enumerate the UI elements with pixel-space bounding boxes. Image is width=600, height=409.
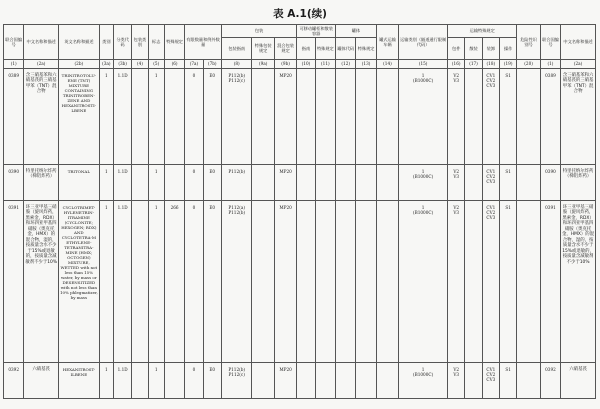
list-value: V2 — [453, 72, 460, 78]
list-value: CV2 — [486, 209, 496, 215]
list-value: P112(b) — [228, 366, 246, 372]
header-transport-special: 运输特殊规定 — [448, 25, 517, 38]
column-ref: (12) — [336, 59, 356, 68]
packing-group — [132, 164, 148, 200]
header-limited-excepted: 有限数量和例外数量 — [185, 25, 222, 60]
table-row — [4, 362, 596, 398]
ts-bulk — [465, 68, 482, 164]
ts-loading — [482, 68, 499, 164]
cn-name: 六硝基芪 — [24, 362, 59, 398]
labels: 1 — [148, 200, 164, 362]
table-body — [4, 68, 596, 398]
excepted-qty: E0 — [203, 200, 221, 362]
list-value: CV1 — [486, 72, 496, 78]
hazard-id — [517, 68, 540, 164]
mixed-packing: MP20 — [274, 68, 296, 164]
list-value: CV3 — [486, 179, 496, 185]
packing-instructions — [221, 68, 252, 164]
list-value: CV1 — [486, 366, 496, 372]
header-portable-tanks: 可移动罐柜和散装容器 — [297, 25, 336, 38]
header-class-code: 分类代码 — [113, 25, 131, 60]
un-no: 0392 — [4, 362, 24, 398]
table-title: 表 A.1(续) — [273, 8, 327, 20]
header-un-no-2: 联合国编号 — [540, 25, 560, 60]
list-value: P112(b) — [228, 72, 246, 78]
column-ref: (3a) — [99, 59, 113, 68]
ts-bulk — [465, 164, 482, 200]
class: 1 — [99, 200, 113, 362]
header-labels: 标志 — [148, 25, 164, 60]
special-provisions — [164, 164, 184, 200]
table-row — [4, 200, 596, 362]
list-value: CV3 — [486, 377, 496, 383]
vehicle-tank — [376, 164, 398, 200]
column-ref: (19) — [500, 59, 517, 68]
cn-name: 含三硝基苯和六硝基芪的三硝基甲苯（TNT）混合物 — [24, 68, 59, 164]
class: 1 — [99, 164, 113, 200]
packing-group — [132, 68, 148, 164]
column-ref: (16) — [448, 59, 465, 68]
header-pt-special: 特殊规定 — [315, 37, 335, 59]
pt-special — [315, 362, 335, 398]
pt-special — [315, 164, 335, 200]
packing-instructions — [221, 200, 252, 362]
header-transport-category: 运输类别（隧道通行限制代码） — [399, 25, 448, 60]
hazard-id — [517, 362, 540, 398]
hazard-id — [517, 200, 540, 362]
un-no-2: 0389 — [540, 68, 560, 164]
column-ref: (11) — [315, 59, 335, 68]
un-no: 0389 — [4, 68, 24, 164]
pt-instructions — [297, 164, 315, 200]
en-name: HEXANITROST-ILBENE — [58, 362, 99, 398]
list-value: P112(a) — [228, 204, 245, 210]
header-vehicle-tanks: 罐式运输车辆 — [376, 25, 398, 60]
ts-package — [448, 164, 465, 200]
list-value: CV3 — [486, 215, 496, 221]
list-value: CV2 — [486, 371, 496, 377]
list-value: V2 — [453, 168, 460, 174]
ts-package — [448, 68, 465, 164]
transport-category: 1 (B1000C) — [399, 200, 448, 362]
column-ref: (3b) — [113, 59, 131, 68]
ts-operation: S1 — [500, 68, 517, 164]
packing-group — [132, 200, 148, 362]
column-ref: (9b) — [274, 59, 296, 68]
header-packing-group: 包装类别 — [132, 25, 148, 60]
header-un-no: 联合国编号 — [4, 25, 24, 60]
header-cn-name-2: 中文名称和描述 — [561, 25, 596, 60]
class: 1 — [99, 362, 113, 398]
transport-category: 1 (B1000C) — [399, 164, 448, 200]
list-value: P112(c) — [228, 371, 245, 377]
transport-category: 1 (B1000C) — [399, 68, 448, 164]
ts-bulk — [465, 362, 482, 398]
header-tank-code: 罐体代码 — [336, 37, 356, 59]
column-ref: (1) — [4, 59, 24, 68]
column-ref: (10) — [297, 59, 315, 68]
un-no-2: 0392 — [540, 362, 560, 398]
en-name: TRINITROTOLU-ENE (TNT) MIXTURE CONTAINING TRINITROBEN-ZENE AND HEXANITROSTI-LBENE — [58, 68, 99, 164]
ts-loading — [482, 362, 499, 398]
class-code: 1.1D — [113, 200, 131, 362]
special-packing — [252, 362, 274, 398]
header-tanks: 罐体 — [336, 25, 377, 38]
column-ref: (8) — [221, 59, 252, 68]
en-name: TRITONAL — [58, 164, 99, 200]
excepted-qty: E0 — [203, 362, 221, 398]
header-class: 类别 — [99, 25, 113, 60]
mixed-packing: MP20 — [274, 362, 296, 398]
list-value: V2 — [453, 204, 460, 210]
special-provisions — [164, 362, 184, 398]
header-tank-special: 特殊规定 — [356, 37, 376, 59]
tank-code — [336, 362, 356, 398]
list-value: P112(b) — [228, 168, 246, 174]
cn-name: 特里托纳尔炸药（梯铝炸药） — [24, 164, 59, 200]
cn-name: 环三亚甲基三硝胺（旋风炸药，黑索金，RDX）和环四亚甲基四硝胺（奥克托金，HMX）的混合物，湿的，按质量含水不少于15%或退敏的，按质量含减敏剂不少于10% — [24, 200, 59, 362]
un-no: 0391 — [4, 200, 24, 362]
cn-name-2: 环三亚甲基三硝胺（旋风炸药，黑索金，RDX）和环四亚甲基四硝胺（奥克托金，HMX）的混合物，湿的，按质量含水不少于15%或退敏的，按质量含减敏剂不少于10% — [561, 200, 596, 362]
tank-code — [336, 200, 356, 362]
limited-qty: 0 — [185, 200, 203, 362]
header-cn-name: 中文名称和描述 — [24, 25, 59, 60]
header-en-name: 英文名称和描述 — [58, 25, 99, 60]
special-packing — [252, 164, 274, 200]
list-value: V3 — [453, 77, 460, 83]
pt-special — [315, 68, 335, 164]
vehicle-tank — [376, 362, 398, 398]
class-code: 1.1D — [113, 164, 131, 200]
ts-loading — [482, 164, 499, 200]
list-value: P112(b) — [228, 209, 246, 215]
packing-instructions — [221, 164, 252, 200]
pt-instructions — [297, 68, 315, 164]
ts-package — [448, 362, 465, 398]
list-value: CV3 — [486, 83, 496, 89]
class-code: 1.1D — [113, 362, 131, 398]
special-provisions — [164, 68, 184, 164]
un-no-2: 0390 — [540, 164, 560, 200]
tank-special — [356, 362, 376, 398]
packing-instructions — [221, 362, 252, 398]
ts-operation: S1 — [500, 164, 517, 200]
header-ts-bulk: 散装 — [465, 37, 482, 59]
ts-package — [448, 200, 465, 362]
column-ref: (4) — [132, 59, 148, 68]
limited-qty: 0 — [185, 164, 203, 200]
list-value: CV2 — [486, 173, 496, 179]
column-ref: (17) — [465, 59, 482, 68]
header-special-provisions: 特殊规定 — [164, 25, 184, 60]
class: 1 — [99, 68, 113, 164]
hazard-id — [517, 164, 540, 200]
list-value: CV1 — [486, 168, 496, 174]
header-mixed-packing: 混合包装规定 — [274, 37, 296, 59]
column-ref: (14) — [376, 59, 398, 68]
special-packing — [252, 68, 274, 164]
column-ref: (2a) — [24, 59, 59, 68]
header-packing-instructions: 包装指南 — [221, 37, 252, 59]
list-value: V3 — [453, 209, 460, 215]
limited-qty: 0 — [185, 362, 203, 398]
pt-instructions — [297, 362, 315, 398]
header-ts-operation: 操作 — [500, 37, 517, 59]
tank-special — [356, 164, 376, 200]
header-packing: 包装 — [221, 25, 296, 38]
tank-special — [356, 68, 376, 164]
header-ts-package: 包件 — [448, 37, 465, 59]
column-ref: (15) — [399, 59, 448, 68]
cn-name-2: 六硝基芪 — [561, 362, 596, 398]
column-ref: (7a) — [185, 59, 203, 68]
ts-operation: S1 — [500, 200, 517, 362]
column-ref: (5) — [148, 59, 164, 68]
special-packing — [252, 200, 274, 362]
list-value: CV2 — [486, 77, 496, 83]
table-row — [4, 164, 596, 200]
vehicle-tank — [376, 68, 398, 164]
tank-special — [356, 200, 376, 362]
column-ref: (7b) — [203, 59, 221, 68]
en-name: CYCLOTRIMET-HYLENETRIN-ITRAMINE (CYCLONITE; HEXOGEN; RDX) AND CYCLOTETRA-M ETHYLENE-TETRANITRA-MINE (HMX; OCTOGEN) MIXTURE, WETTED with not less than 15% water, by mass or DESENSITIZED with not less than 10% phlegmatizer, by mass — [58, 200, 99, 362]
column-ref: (20) — [517, 59, 540, 68]
cn-name-2: 含三硝基苯和六硝基芪的三硝基甲苯（TNT）混合物 — [561, 68, 596, 164]
tank-code — [336, 164, 356, 200]
class-code: 1.1D — [113, 68, 131, 164]
excepted-qty: E0 — [203, 164, 221, 200]
header-pt-instructions: 指南 — [297, 37, 315, 59]
un-no: 0390 — [4, 164, 24, 200]
table-row — [4, 68, 596, 164]
labels: 1 — [148, 164, 164, 200]
list-value: P112(c) — [228, 77, 245, 83]
vehicle-tank — [376, 200, 398, 362]
list-value: V3 — [453, 173, 460, 179]
column-ref: (13) — [356, 59, 376, 68]
tank-code — [336, 68, 356, 164]
ts-bulk — [465, 200, 482, 362]
limited-qty: 0 — [185, 68, 203, 164]
header-special-packing: 特殊包装规定 — [252, 37, 274, 59]
packing-group — [132, 362, 148, 398]
header-ts-loading: 装卸 — [482, 37, 499, 59]
un-no-2: 0391 — [540, 200, 560, 362]
mixed-packing: MP20 — [274, 164, 296, 200]
ts-operation: S1 — [500, 362, 517, 398]
pt-special — [315, 200, 335, 362]
labels: 1 — [148, 68, 164, 164]
column-ref: (9a) — [252, 59, 274, 68]
labels: 1 — [148, 362, 164, 398]
column-ref: (2a) — [561, 59, 596, 68]
list-value: CV1 — [486, 204, 496, 210]
header-hazard-id: 危险性识别号 — [517, 25, 540, 60]
list-value: V2 — [453, 366, 460, 372]
column-ref: (18) — [482, 59, 499, 68]
excepted-qty: E0 — [203, 68, 221, 164]
transport-category: 1 (B1000C) — [399, 362, 448, 398]
column-ref: (2b) — [58, 59, 99, 68]
mixed-packing: MP20 — [274, 200, 296, 362]
ts-loading — [482, 200, 499, 362]
special-provisions: 266 — [164, 200, 184, 362]
list-value: V3 — [453, 371, 460, 377]
column-ref: (6) — [164, 59, 184, 68]
dangerous-goods-table — [3, 24, 596, 399]
column-ref: (1) — [540, 59, 560, 68]
cn-name-2: 特里托纳尔炸药（梯铝炸药） — [561, 164, 596, 200]
pt-instructions — [297, 200, 315, 362]
